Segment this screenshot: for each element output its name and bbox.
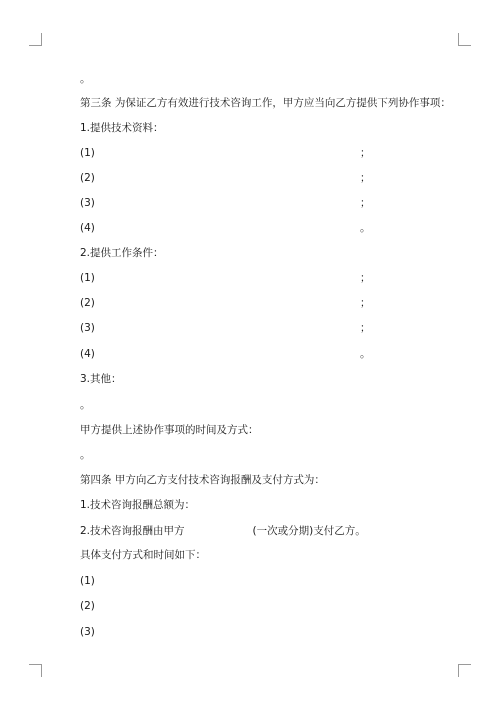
- crop-mark-top-left: [29, 33, 42, 46]
- crop-mark-top-right: [458, 33, 471, 46]
- period-line: 。: [80, 399, 91, 411]
- item-other: 3.其他：: [80, 373, 122, 385]
- conditions-item-4: (4): [80, 348, 95, 360]
- materials-item-2: (2): [80, 172, 95, 184]
- conditions-item-1: (1): [80, 272, 95, 284]
- payment-schedule-heading: 具体支付方式和时间如下：: [80, 549, 206, 561]
- fee-payment-line: [80, 524, 366, 538]
- materials-item-4-end: 。: [360, 222, 371, 234]
- conditions-item-4-end: 。: [360, 348, 371, 360]
- period-line: 。: [80, 449, 91, 461]
- materials-item-4: (4): [80, 222, 95, 234]
- article-3-heading: 第三条 为保证乙方有效进行技术咨询工作，甲方应当向乙方提供下列协作事项：: [80, 97, 451, 109]
- payment-item-3: (3): [80, 626, 95, 638]
- materials-item-3-end: ；: [360, 197, 371, 209]
- fee-payment-text: 2.技术咨询报酬由甲方: [80, 525, 185, 537]
- conditions-item-1-end: ；: [360, 272, 371, 284]
- article-4-heading: 第四条 甲方向乙方支付技术咨询报酬及支付方式为：: [80, 474, 325, 486]
- fee-total-line: 1.技术咨询报酬总额为：: [80, 499, 196, 511]
- crop-mark-bottom-right: [458, 664, 471, 677]
- payment-item-2: (2): [80, 600, 95, 612]
- conditions-item-3-end: ；: [360, 322, 371, 334]
- materials-item-2-end: ；: [360, 172, 371, 184]
- conditions-item-3: (3): [80, 322, 95, 334]
- item-technical-materials: 1.提供技术资料：: [80, 122, 164, 134]
- conditions-item-2: (2): [80, 297, 95, 309]
- fee-payment-tail: (一次或分期)支付乙方。: [252, 525, 366, 537]
- item-working-conditions: 2.提供工作条件：: [80, 247, 164, 259]
- cooperation-time-method: 甲方提供上述协作事项的时间及方式：: [80, 424, 259, 436]
- crop-mark-bottom-left: [29, 664, 42, 677]
- materials-item-3: (3): [80, 197, 95, 209]
- payment-item-1: (1): [80, 575, 95, 587]
- period-line: 。: [80, 73, 91, 85]
- materials-item-1: (1): [80, 147, 95, 159]
- conditions-item-2-end: ；: [360, 297, 371, 309]
- materials-item-1-end: ；: [360, 147, 371, 159]
